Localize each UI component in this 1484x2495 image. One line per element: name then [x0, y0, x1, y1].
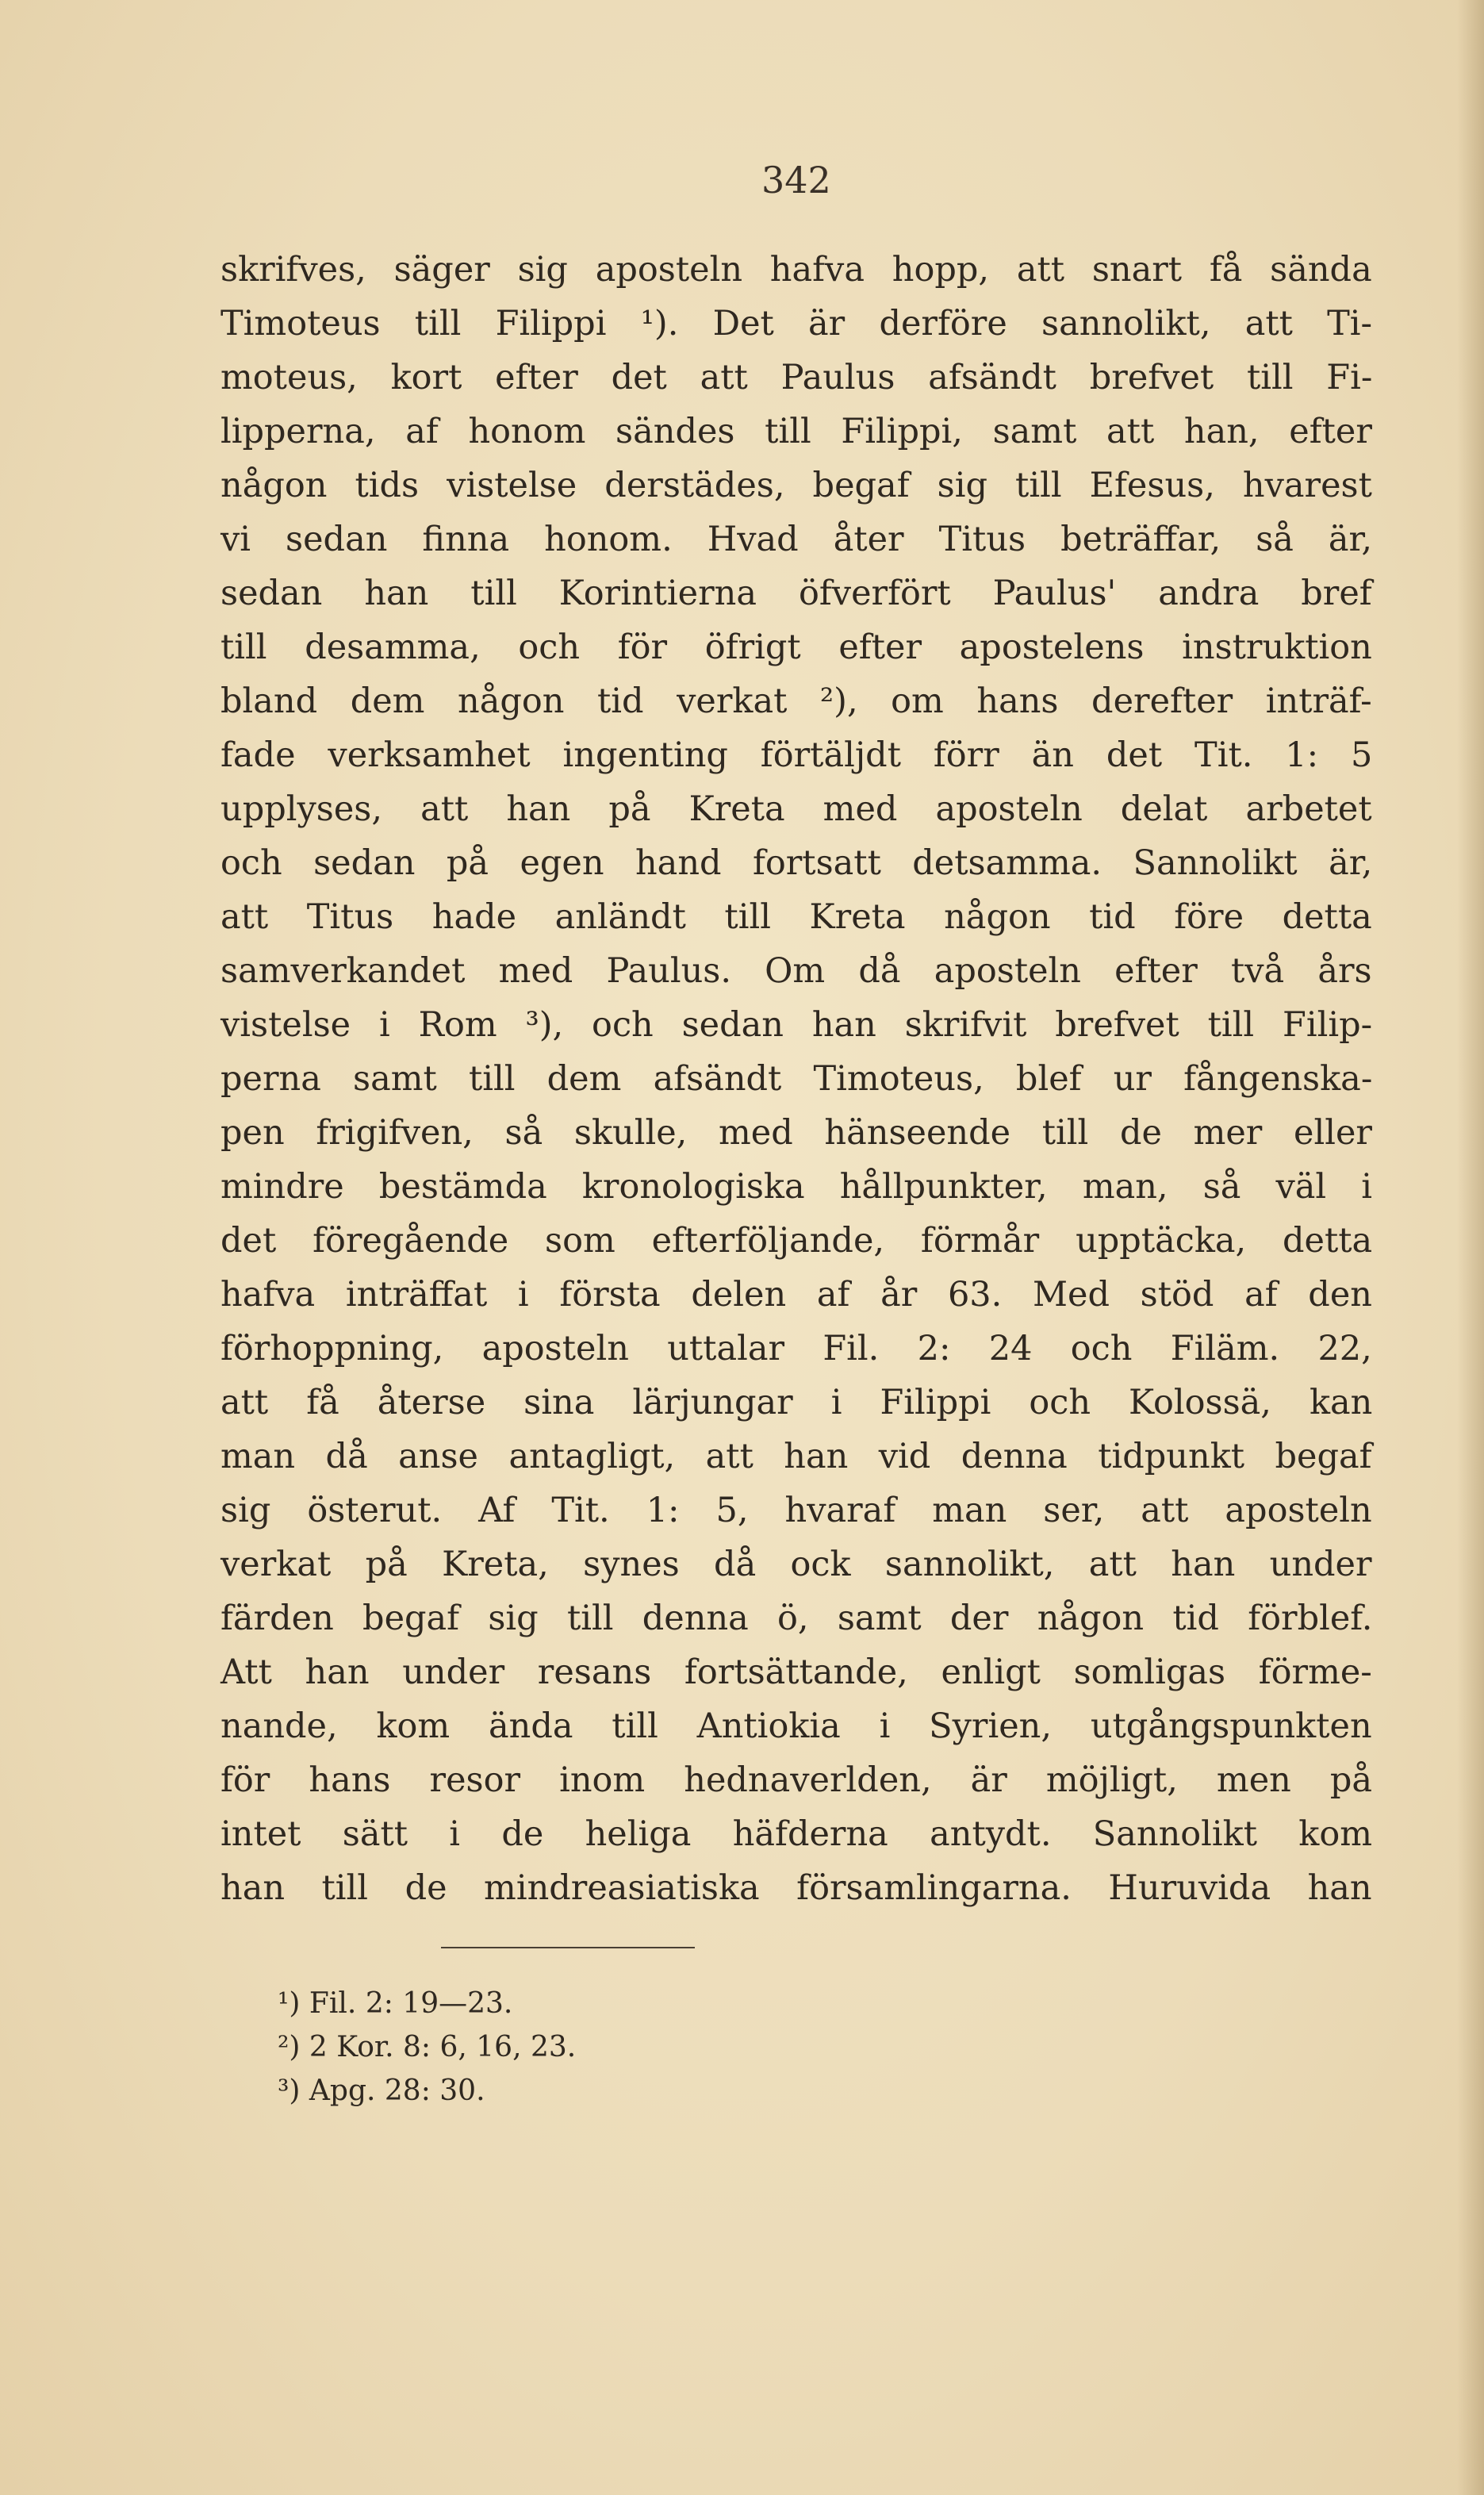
text-line: man då anse antagligt, att han vid denna tidpunkt begaf [220, 1437, 1372, 1476]
footnote: ²) 2 Kor. 8: 6, 16, 23. [278, 2031, 577, 2063]
text-line: upplyses, att han på Kreta med aposteln delat arbetet [220, 789, 1372, 829]
text-line: att Titus hade anländt till Kreta någon tid före detta [220, 897, 1372, 937]
text-line: förhoppning, aposteln uttalar Fil. 2: 24 och Filäm. 22, [220, 1329, 1372, 1368]
text-line: att få återse sina lärjungar i Filippi och Kolossä, kan [220, 1383, 1373, 1422]
text-line: intet sätt i de heliga häfderna antydt. Sannolikt kom [220, 1814, 1373, 1854]
text-line: lipperna, af honom sändes till Filippi, samt att han, efter [220, 412, 1372, 451]
text-line: till desamma, och för öfrigt efter apostelens instruktion [220, 628, 1372, 667]
text-line: skrifves, säger sig aposteln hafva hopp, att snart få sända [220, 250, 1372, 290]
text-line: vistelse i Rom ³), och sedan han skrifvit brefvet till Filip- [220, 1005, 1373, 1045]
text-line: nande, kom ända till Antiokia i Syrien, utgångspunkten [220, 1706, 1372, 1746]
text-line: sig österut. Af Tit. 1: 5, hvaraf man ser, att aposteln [220, 1491, 1372, 1530]
footnote: ³) Apg. 28: 30. [278, 2075, 485, 2107]
text-line: det föregående som efterföljande, förmår upptäcka, detta [220, 1221, 1373, 1261]
text-line: Att han under resans fortsättande, enligt somligas förme- [220, 1652, 1372, 1692]
footnote-divider [441, 1947, 695, 1948]
text-line: mindre bestämda kronologiska hållpunkter, man, så väl i [220, 1167, 1373, 1207]
text-line: vi sedan finna honom. Hvad åter Titus beträffar, så är, [220, 520, 1373, 559]
text-line: fade verksamhet ingenting förtäljdt förr än det Tit. 1: 5 [220, 735, 1373, 775]
text-line: Timoteus till Filippi ¹). Det är derföre sannolikt, att Ti- [220, 304, 1373, 344]
text-line: och sedan på egen hand fortsatt detsamma. Sannolikt är, [220, 843, 1373, 883]
footnote: ¹) Fil. 2: 19—23. [278, 1987, 513, 2020]
footnotes [278, 1982, 576, 2113]
text-line: bland dem någon tid verkat ²), om hans derefter inträf- [220, 681, 1372, 721]
page-edge-shadow [1457, 0, 1484, 2495]
text-line: för hans resor inom hednaverlden, är möjligt, men på [220, 1760, 1373, 1800]
text-line: någon tids vistelse derstädes, begaf sig till Efesus, hvarest [220, 466, 1372, 505]
body-text [220, 243, 1372, 1915]
page-number: 342 [761, 159, 831, 202]
text-line: hafva inträffat i första delen af år 63. Med stöd af den [220, 1275, 1372, 1315]
text-line: moteus, kort efter det att Paulus afsändt brefvet till Fi- [220, 358, 1373, 397]
text-line: verkat på Kreta, synes då ock sannolikt, att han under [220, 1545, 1372, 1584]
text-line: perna samt till dem afsändt Timoteus, blef ur fångenska- [220, 1059, 1373, 1099]
text-line: färden begaf sig till denna ö, samt der någon tid förblef. [220, 1599, 1373, 1638]
text-line: han till de mindreasiatiska församlingarna. Huruvida han [220, 1868, 1372, 1908]
text-line: samverkandet med Paulus. Om då aposteln efter två års [220, 951, 1372, 991]
text-line: sedan han till Korintierna öfverfört Paulus' andra bref [220, 574, 1372, 613]
text-line: pen frigifven, så skulle, med hänseende till de mer eller [220, 1113, 1372, 1153]
